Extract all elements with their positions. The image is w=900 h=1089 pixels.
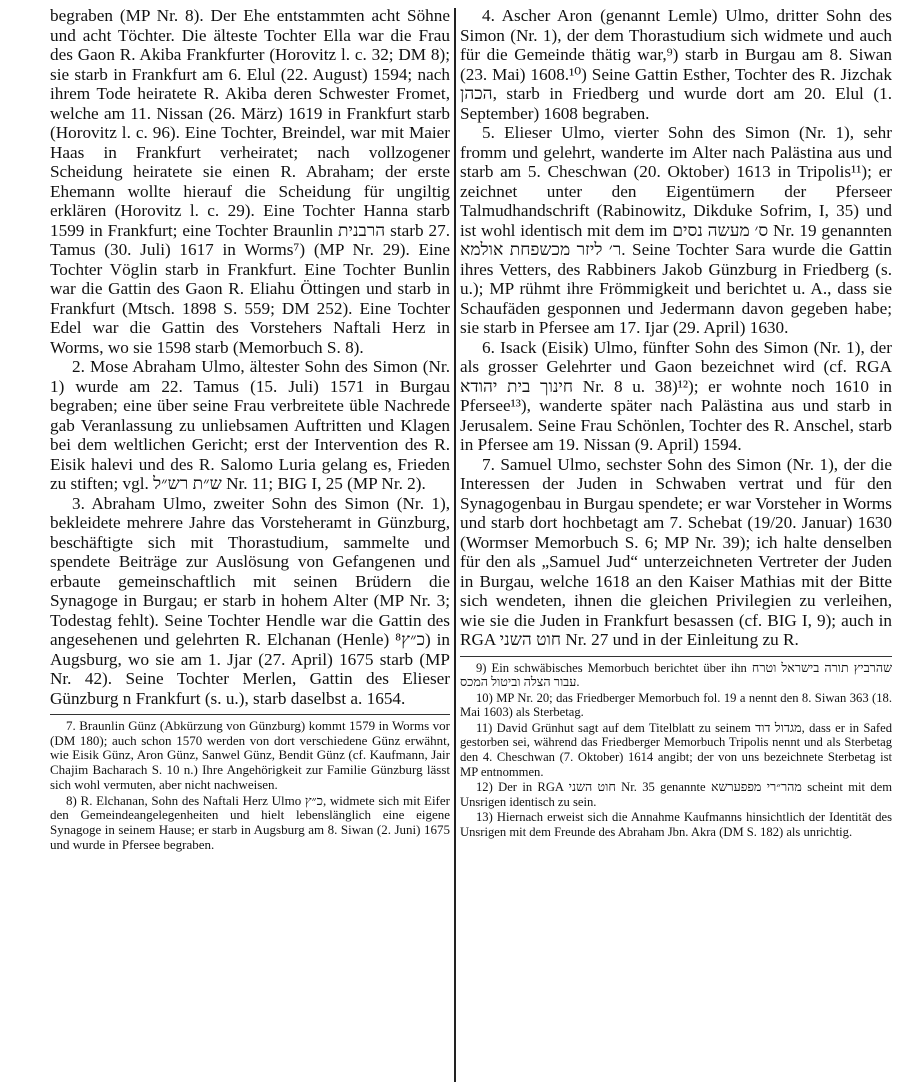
footnote-12: 12) Der in RGA חוט השני Nr. 35 genannte מהר״רי מפפערשא scheint mit dem Unsrigen identisch zu sein.: [460, 780, 893, 809]
footnote-11: 11) David Grünhut sagt auf dem Titelblatt zu seinem מגדול דוד, dass er in Safed gestorben sei, während das Friedberger Memorbuch Tripolis nennt und als Sterbetag den 4. Cheschwan (7. Oktober) 1614 angibt; der von uns bezeichnete Sterbetag ist MP entnommen.: [460, 720, 893, 779]
paragraph-samuel-ulmo: 7. Samuel Ulmo, sechster Sohn des Simon (Nr. 1), der die Interessen der Juden in Schwaben vertrat und für den Synagogenbau in Burgau spendete; er war Vorsteher in Worms und starb dort hochbetagt am 7. Schebat (19/20. Januar) 1630 (Wormser Memorbuch S. 6; MP Nr. 39); ich halte denselben für den als „Samuel Jud“ unterzeichneten Vertreter der Juden in Burgau, welche 1618 an den Kaiser Mathias mit der Bitte sich wendeten, ihnen die gleichen Privilegien zu verleihen, wie sie die Juden in Frankfurt besassen (cf. BIG I, 9); auch in RGA חוט השני Nr. 27 und in der Einleitung zu R.: [460, 454, 892, 649]
paragraph-abraham-ulmo: 3. Abraham Ulmo, zweiter Sohn des Simon (Nr. 1), bekleidete mehrere Jahre das Vorsteheramt in Günzburg, beschäftigte sich mit Thorastudium, sammelte und spendete Beiträge zur Auslösung von Gefangenen und erbaute gemeinschaftlich mit seinen Brüdern die Synagoge in Burgau; er starb in hohem Alter (MP Nr. 3; Todestag fehlt). Seine Tochter Hendle war die Gattin des angesehenen und gelehrten R. Elchanan (Henle) כ״ץ⁸) in Augsburg, wo sie am 1. Jjar (27. April) 1675 starb (MP Nr. 42). Seine Tochter Merlen, Gattin des Elieser Günzburg n Frankfurt (s. u.), starb daselbst a. 1654.: [50, 493, 450, 708]
footnote-13: 13) Hiernach erweist sich die Annahme Kaufmanns hinsichtlich der Identität des Unsrigen mit dem Freunde des Abraham Jbn. Akra (DM S. 182) als unrichtig.: [460, 810, 892, 840]
paragraph-isack-ulmo: 6. Isack (Eisik) Ulmo, fünfter Sohn des Simon (Nr. 1), der als grosser Gelehrter und Gaon bezeichnet wird (cf. RGA חינוך בית יהודא Nr. 8 u. 38)¹²); er wohnte noch 1610 in Pfersee¹³), wanderte später nach Palästina aus und starb in Jerusalem. Seine Frau Schönlen, Tochter des R. Anschel, starb in Pfersee am 19. Nissan (9. April) 1594.: [460, 337, 892, 454]
paragraph-mose-abraham-ulmo: 2. Mose Abraham Ulmo, ältester Sohn des Simon (Nr. 1) wurde am 22. Tamus (15. Juli) 1571 in Burgau begraben; eine über seine Frau verbreitete üble Nachrede gab Veranlassung zu unliebsamen Auftritten und Klagen bei dem weltlichen Gericht; erst der Intervention des R. Eisik halevi und des R. Salomo Luria gelang es, Frieden zu stiften; vgl. ש״ת רש״ל Nr. 11; BIG I, 25 (MP Nr. 2).: [50, 357, 450, 493]
column-divider: [454, 8, 456, 1082]
footnote-9: 9) Ein schwäbisches Memorbuch berichtet über ihn שהרביץ תורה בישראל וטרח עבור הצלה וביטול המכס.: [460, 660, 892, 690]
paragraph-elieser-ulmo: 5. Elieser Ulmo, vierter Sohn des Simon (Nr. 1), sehr fromm und gelehrt, wanderte im Alter nach Palästina aus und starb am 5. Cheschwan (20. Oktober) 1613 in Tripolis¹¹); er zeichnet unter den Eigentümern der Pferseer Talmudhandschrift (Rabinowitz, Dikduke Sofrim, I, 35) und ist wohl identisch mit dem im ס׳ מעשה נסים Nr. 19 genannten ר׳ ליזר מכשפחת אולמא. Seine Tochter Sara wurde die Gattin ihres Vetters, des Rabbiners Jakob Günzburg in Friedberg (s. u.); MP rühmt ihre Frömmigkeit und berichtet u. A., dass sie Schaufäden gesponnen und Jedermann davon gegeben habe; sie starb in Pfersee am 17. Ijar (29. April) 1630.: [460, 123, 892, 337]
footnote-8: 8) R. Elchanan, Sohn des Naftali Herz Ulmo כ״ץ, widmete sich mit Eifer den Gemeindeangelegenheiten und hielt lebenslänglich eine eigene Synagoge in seinem Hause; er starb in Augsburg am 8. Siwan (2. Juni) 1675 und wurde in Pfersee begraben.: [50, 792, 450, 852]
footnote-7: 7. Braunlin Günz (Abkürzung von Günzburg) kommt 1579 in Worms vor (DM 180); auch schon 1570 werden von dort verschiedene Günz erwähnt, wie Eisik Günz, Aron Günz, Sanwel Günz, Bendit Günz (cf. Kaufmann, Jair Chajim Bacharach S. 10 n.) Ihre Angehörigkeit zur Familie Günzburg lässt sich wohl vermuten, aber nicht nachweisen.: [50, 718, 450, 792]
footnote-separator: [460, 656, 892, 657]
footnote-10: 10) MP Nr. 20; das Friedberger Memorbuch fol. 19 a nennt den 8. Siwan 363 (18. Mai 1603) als Sterbetag.: [460, 690, 892, 720]
right-column: [460, 6, 892, 841]
paragraph-ascher-aron-ulmo: 4. Ascher Aron (genannt Lemle) Ulmo, dritter Sohn des Simon (Nr. 1), der dem Thorastudium sich widmete und auch für die Gemeinde thätig war,⁹) starb in Burgau am 8. Siwan (23. Mai) 1608.¹⁰) Seine Gattin Esther, Tochter des R. Jizchak הכהן, starb in Friedberg und wurde dort am 20. Elul (1. September) 1608 begraben.: [460, 6, 892, 123]
left-column: [50, 6, 450, 853]
footnote-separator: [50, 714, 450, 715]
paragraph-family-daughters: begraben (MP Nr. 8). Der Ehe entstammten acht Söhne und acht Töchter. Die älteste Tochter Ella war die Frau des Gaon R. Akiba Frankfurter (Horovitz l. c. 32; DM 8); sie starb in Frankfurt am 6. Elul (22. August) 1594; nach ihrem Tode heiratete R. Akiba deren Schwester Fromet, welche am 11. Nissan (26. März) 1619 in Frankfurt starb (Horovitz l. c. 96). Eine Tochter, Breindel, war mit Maier Haas in Frankfurt verheiratet; nach vollzogener Scheidung heiratete sie einen R. Abraham; der erste Ehemann wollte hierauf die Scheidung für ungiltig erklären (Horovitz l. c. 29). Eine Tochter Hanna starb 1599 in Frankfurt; eine Tochter Braunlin הרבנית starb 27. Tamus (30. Juli) 1617 in Worms⁷) (MP Nr. 29). Eine Tochter Vöglin starb in Frankfurt. Eine Tochter Bunlin war die Gattin des Gaon R. Eliahu Öttingen und starb in Frankfurt (Mtsch. 1898 S. 559; DM 252). Eine Tochter Edel war die Gattin des Vorstehers Naftali Herz in Worms, wo sie 1598 starb (Memorbuch S. 8).: [50, 6, 450, 357]
